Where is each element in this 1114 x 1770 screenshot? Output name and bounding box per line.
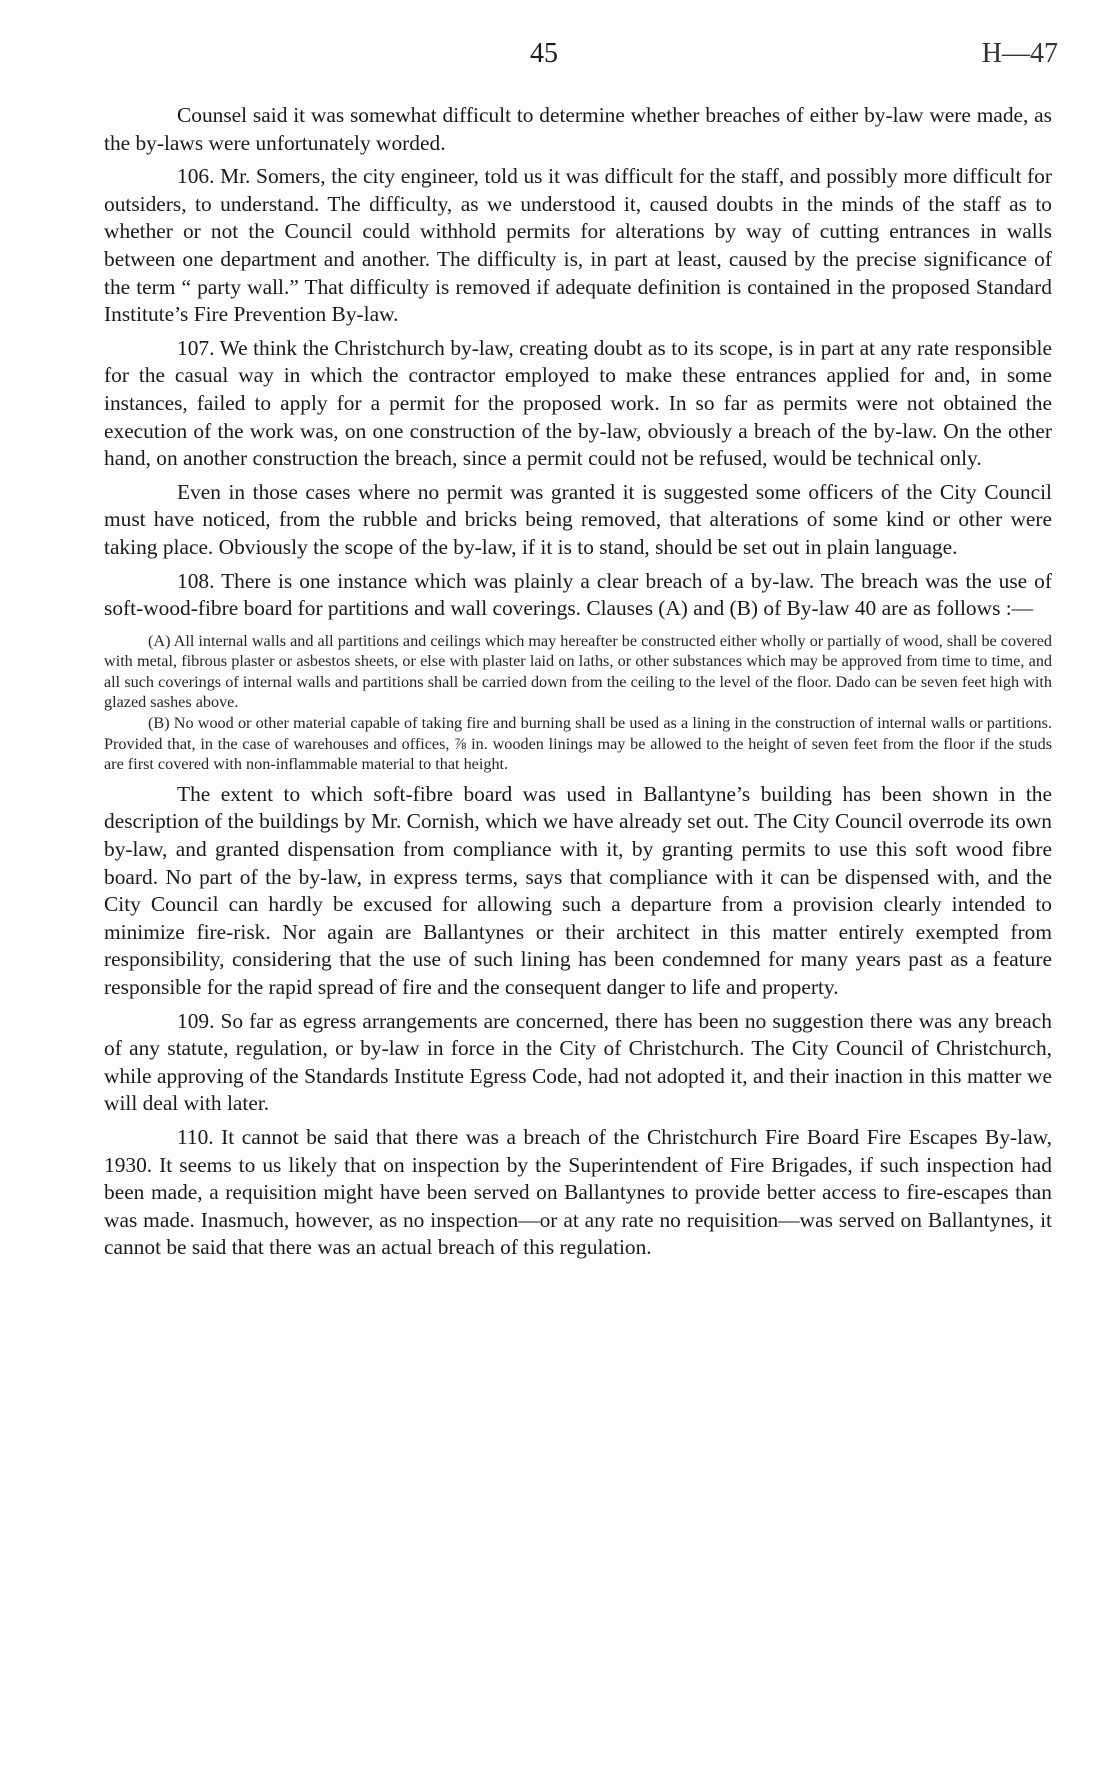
paragraph-108: 108. There is one instance which was plainly a clear breach of a by-law. The breach was the use of soft-wood-fibre board for partitions and wall coverings. Clauses (A) and (B) of By-law 40 are as follows :— bbox=[104, 568, 1052, 621]
clause-a: (A) All internal walls and all partitions and ceilings which may hereafter be constructed either wholly or partially of wood, shall be covered with metal, fibrous plaster or asbestos sheets, or else with plaster laid on laths, or other substances which may be approved from time to time, and all such coverings of internal walls and partitions shall be carried down from the ceiling to the level of the floor. Dado can be seven feet high with glazed sashes above. bbox=[104, 631, 1052, 712]
paragraph-109: 109. So far as egress arrangements are concerned, there has been no suggestion there was any breach of any statute, regulation, or by-law in force in the City of Christchurch. The City Council of Christchurch, while approving of the Standards Institute Egress Code, had not adopted it, and their inaction in this matter we will deal with later. bbox=[104, 1008, 1052, 1116]
paragraph-106: 106. Mr. Somers, the city engineer, told us it was difficult for the staff, and possibly more difficult for outsiders, to understand. The difficulty, as we understood it, caused doubts in the minds of the staff as to whether or not the Council could withhold permits for alterations by way of cutting entrances in walls between one department and another. The difficulty is, in part at least, caused by the precise significance of the term “ party wall.” That difficulty is removed if adequate definition is contained in the proposed Standard Institute’s Fire Prevention By-law. bbox=[104, 164, 1052, 327]
document-body bbox=[104, 102, 1052, 1262]
bylaw-quote bbox=[104, 631, 1052, 775]
paragraph-counsel: Counsel said it was somewhat difficult to determine whether breaches of either by-law were made, as the by-laws were unfortunately worded. bbox=[104, 103, 1052, 155]
document-reference: H—47 bbox=[981, 38, 1058, 69]
page-number: 45 bbox=[530, 38, 558, 69]
paragraph-107: 107. We think the Christchurch by-law, creating doubt as to its scope, is in part at any rate responsible for the casual way in which the contractor employed to make these entrances applied for and, in some instances, failed to apply for a permit for the proposed work. In so far as permits were not obtained the execution of the work was, on one construction of the by-law, obviously a breach of the by-law. On the other hand, on another construction the breach, since a permit could not be refused, would be technical only. bbox=[104, 335, 1052, 471]
paragraph-extent: The extent to which soft-fibre board was used in Ballantyne’s building has been shown in the description of the buildings by Mr. Cornish, which we have already set out. The City Council overrode its own by-law, and granted dispensation from compliance with it, by granting permits to use this soft wood fibre board. No part of the by-law, in express terms, says that compliance with it can be dispensed with, and the City Council can hardly be excused for allowing such a departure from a provision clearly intended to minimize fire-risk. Nor again are Ballantynes or their architect in this matter entirely exempted from responsibility, considering that the use of such lining has been condemned for many years past as a feature responsible for the rapid spread of fire and the consequent danger to life and property. bbox=[104, 781, 1052, 999]
paragraph-110: 110. It cannot be said that there was a breach of the Christchurch Fire Board Fire Escapes By-law, 1930. It seems to us likely that on inspection by the Superintendent of Fire Brigades, if such inspection had been made, a requisition might have been served on Ballantynes to provide better access to fire-escapes than was made. Inasmuch, however, as no inspection—or at any rate no requisition—was served on Ballantynes, it cannot be said that there was an actual breach of this regulation. bbox=[104, 1124, 1052, 1260]
paragraph-even: Even in those cases where no permit was granted it is suggested some officers of the City Council must have noticed, from the rubble and bricks being removed, that alterations of some kind or other were taking place. Obviously the scope of the by-law, if it is to stand, should be set out in plain language. bbox=[104, 479, 1052, 559]
page-header bbox=[0, 34, 1114, 74]
clause-b: (B) No wood or other material capable of taking fire and burning shall be used as a lining in the construction of internal walls or partitions. Provided that, in the case of warehouses and offices, ⅞ in. wooden linings may be allowed to the height of seven feet from the floor if the studs are first covered with non-inflammable material to that height. bbox=[104, 714, 1052, 774]
